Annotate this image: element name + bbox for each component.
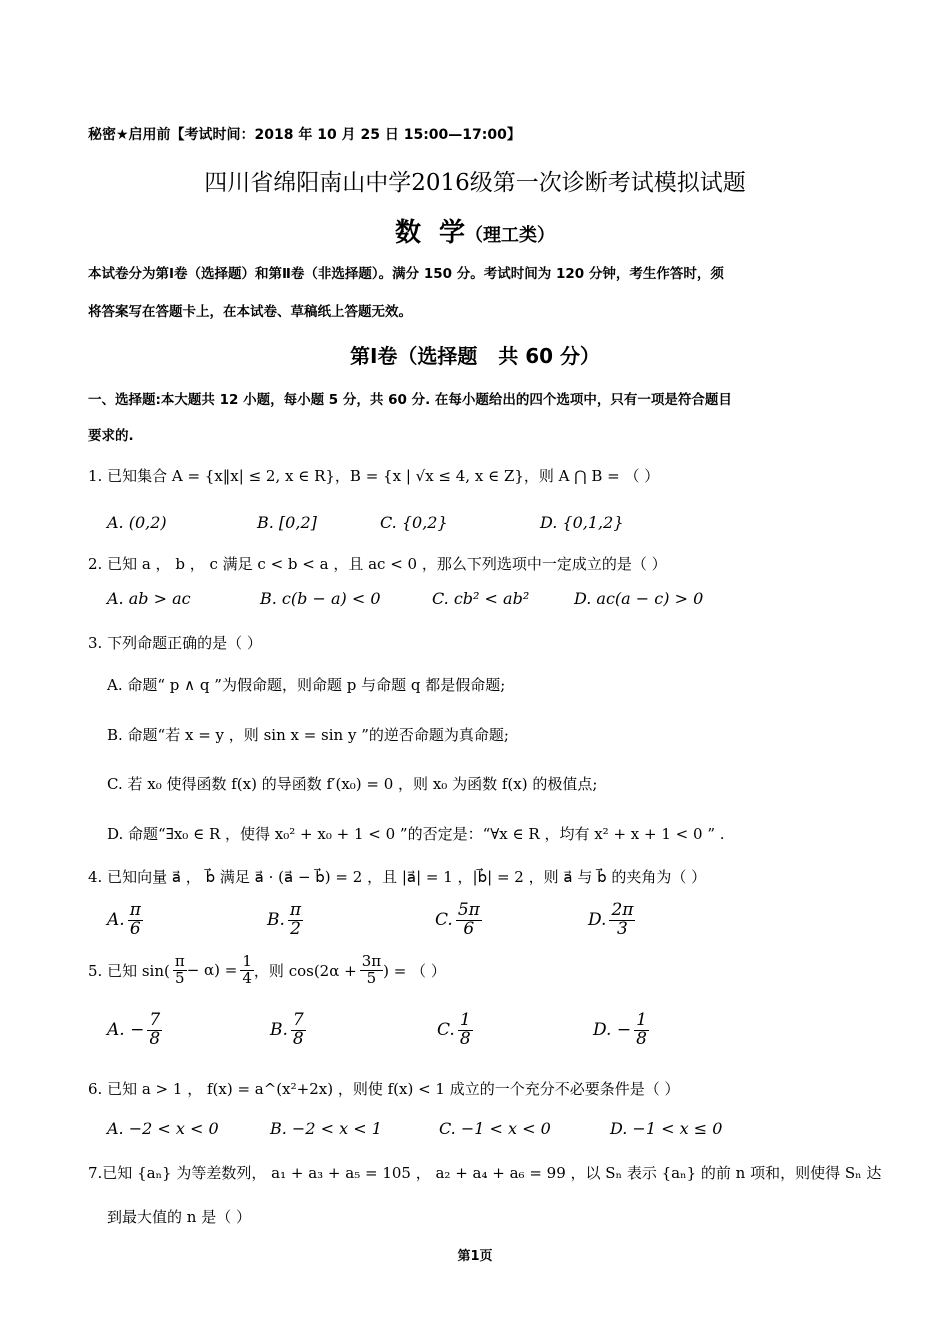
- question-2-option-d: D. ac(a − c) > 0: [574, 589, 704, 608]
- section-desc-line-2: 要求的.: [88, 428, 134, 444]
- question-6-option-b: B. −2 < x < 1: [270, 1119, 382, 1138]
- question-6-option-d: D. −1 < x ≤ 0: [610, 1119, 723, 1138]
- intro-line-2: 将答案写在答题卡上，在本试卷、草稿纸上答题无效。: [88, 304, 412, 320]
- page-number: 第1页: [457, 1249, 493, 1264]
- question-1-option-a: A. (0,2): [107, 513, 167, 532]
- question-2-option-c: C. cb² < ab²: [432, 589, 530, 608]
- question-6-stem: 6. 已知 a > 1 ， f(x) = a^(x²+2x) ，则使 f(x) < 1 成立的一个充分不必要条件是（ ）: [88, 1080, 680, 1098]
- question-2-option-b: B. c(b − a) < 0: [260, 589, 381, 608]
- exam-title: 四川省绵阳南山中学2016级第一次诊断考试模拟试题: [204, 170, 746, 196]
- question-4-option-c: C. $\frac{5\pi}{6}$: [435, 900, 480, 939]
- question-5-option-b: B. $\frac{7}{8}$: [270, 1010, 304, 1049]
- question-1-option-d: D. {0,1,2}: [540, 513, 624, 532]
- question-3-option-c: C. 若 x₀ 使得函数 f(x) 的导函数 f′(x₀) = 0 ，则 x₀ 为函数 f(x) 的极值点;: [107, 775, 598, 793]
- question-3-stem: 3. 下列命题正确的是（ ）: [88, 634, 262, 652]
- question-4-stem: 4. 已知向量 a⃗ ， b⃗ 满足 a⃗ · (a⃗ − b⃗) = 2 ，且 |a⃗| = 1 ，|b⃗| = 2 ，则 a⃗ 与 b⃗ 的夹角为（ ）: [88, 868, 707, 886]
- question-4-option-d: D. $\frac{2\pi}{3}$: [588, 900, 634, 939]
- question-1-option-c: C. {0,2}: [380, 513, 448, 532]
- secret-header: 秘密★启用前【考试时间：2018 年 10 月 25 日 15:00—17:00】: [88, 127, 521, 143]
- section-title: 第Ⅰ卷（选择题 共 60 分）: [349, 344, 601, 368]
- subject-name: 数 学: [394, 218, 466, 248]
- question-3-option-a: A. 命题“ p ∧ q ”为假命题，则命题 p 与命题 q 都是假命题;: [107, 676, 506, 694]
- question-1-option-b: B. [0,2]: [257, 513, 317, 532]
- section-desc-line-1: 一、选择题:本大题共 12 小题，每小题 5 分，共 60 分. 在每小题给出的四个选项中，只有一项是符合题目: [88, 392, 732, 408]
- question-2-stem: 2. 已知 a ， b ， c 满足 c < b < a ，且 ac < 0 ，那么下列选项中一定成立的是（ ）: [88, 555, 667, 573]
- question-4-option-a: A. $\frac{\pi}{6}$: [107, 900, 141, 939]
- question-5-option-c: C. $\frac{1}{8}$: [437, 1010, 471, 1049]
- question-1-stem: 1. 已知集合 A = {x‖x| ≤ 2, x ∈ R}，B = {x | √x ≤ 4, x ∈ Z}，则 A ⋂ B = （ ）: [88, 467, 660, 485]
- intro-line-1: 本试卷分为第Ⅰ卷（选择题）和第Ⅱ卷（非选择题）。满分 150 分。考试时间为 120 分钟，考生作答时，须: [88, 266, 724, 282]
- question-5-option-a: A. − $\frac{7}{8}$: [107, 1010, 161, 1049]
- question-5-stem: 5. 已知 sin( $\frac{\pi}{5}$ − α) = $\frac{1}{4}$ ，则 cos(2α + $\frac{3\pi}{5}$ ) = （ ）: [88, 952, 446, 987]
- question-4-option-b: B. $\frac{\pi}{2}$: [267, 900, 302, 939]
- question-3-option-b: B. 命题“若 x = y ，则 sin x = sin y ”的逆否命题为真命题;: [107, 726, 509, 744]
- question-7-line-1: 7.已知 {aₙ} 为等差数列， a₁ + a₃ + a₅ = 105 ， a₂ + a₄ + a₆ = 99 ，以 Sₙ 表示 {aₙ} 的前 n 项和，则使得 Sₙ 达: [88, 1164, 882, 1182]
- subject-type: （理工类）: [465, 225, 556, 246]
- question-7-line-2: 到最大值的 n 是（ ）: [107, 1208, 251, 1226]
- question-5-option-d: D. − $\frac{1}{8}$: [593, 1010, 647, 1049]
- question-3-option-d: D. 命题“∃x₀ ∈ R ，使得 x₀² + x₀ + 1 < 0 ”的否定是：“∀x ∈ R ，均有 x² + x + 1 < 0 ” .: [107, 825, 725, 843]
- question-6-option-c: C. −1 < x < 0: [439, 1119, 551, 1138]
- subject-title: [0, 212, 950, 249]
- question-6-option-a: A. −2 < x < 0: [107, 1119, 219, 1138]
- question-2-option-a: A. ab > ac: [107, 589, 191, 608]
